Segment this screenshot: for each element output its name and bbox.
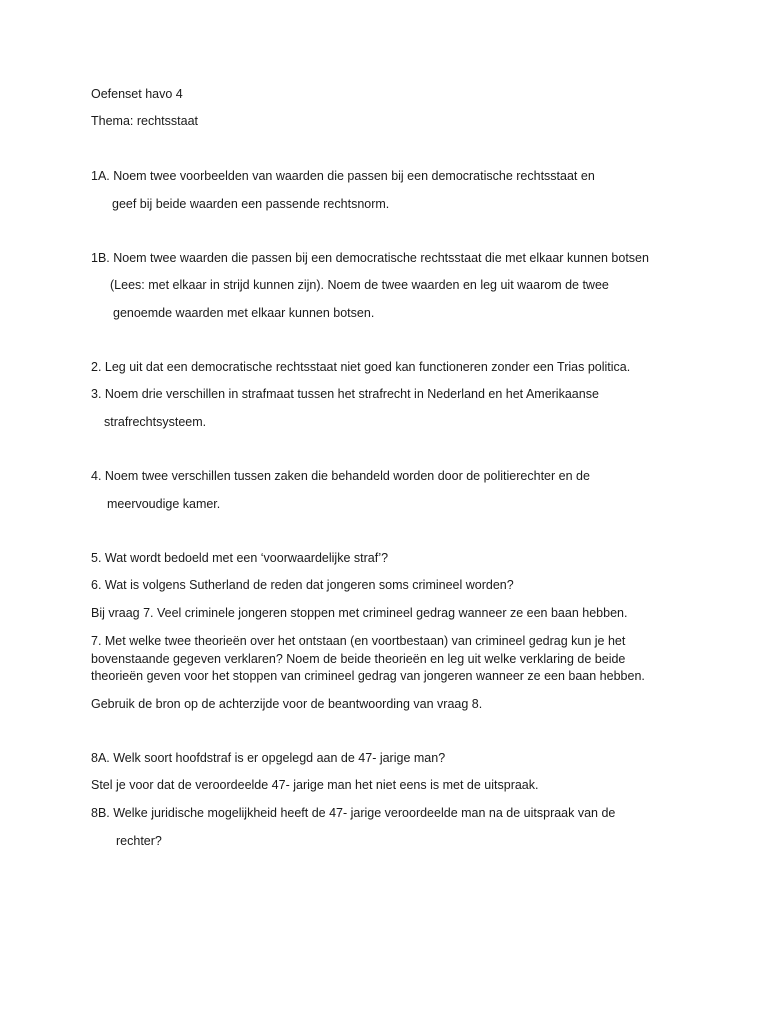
question-8b-line-2: rechter? bbox=[116, 834, 162, 848]
question-1b-line-1: 1B. Noem twee waarden die passen bij een democratische rechtsstaat die met elkaar kunnen botsen bbox=[91, 251, 649, 265]
question-7-line-1: 7. Met welke twee theorieën over het ontstaan (en voortbestaan) van crimineel gedrag kun je het bbox=[91, 634, 626, 648]
question-8-context: Stel je voor dat de veroordeelde 47- jarige man het niet eens is met de uitspraak. bbox=[91, 778, 539, 792]
question-1a-line-1: 1A. Noem twee voorbeelden van waarden die passen bij een democratische rechtsstaat en bbox=[91, 169, 595, 183]
document-theme: Thema: rechtsstaat bbox=[91, 114, 198, 128]
question-1a-line-2: geef bij beide waarden een passende rechtsnorm. bbox=[112, 197, 390, 211]
question-8a: 8A. Welk soort hoofdstraf is er opgelegd aan de 47- jarige man? bbox=[91, 751, 446, 765]
question-2: 2. Leg uit dat een democratische rechtsstaat niet goed kan functioneren zonder een Trias politica. bbox=[91, 360, 631, 374]
question-5: 5. Wat wordt bedoeld met een ‘voorwaardelijke straf’? bbox=[91, 551, 389, 565]
question-3-line-2: strafrechtsysteem. bbox=[104, 415, 207, 429]
question-7-intro: Bij vraag 7. Veel criminele jongeren stoppen met crimineel gedrag wanneer ze een baan hebben. bbox=[91, 606, 628, 620]
question-1b-line-2: (Lees: met elkaar in strijd kunnen zijn). Noem de twee waarden en leg uit waarom de twee bbox=[110, 278, 609, 292]
question-6: 6. Wat is volgens Sutherland de reden dat jongeren soms crimineel worden? bbox=[91, 578, 514, 592]
question-8b-line-1: 8B. Welke juridische mogelijkheid heeft de 47- jarige veroordeelde man na de uitspraak van de bbox=[91, 806, 616, 820]
question-7-line-3: theorieën geven voor het stoppen van crimineel gedrag van jongeren wanneer ze een baan hebben. bbox=[91, 669, 645, 683]
question-3-line-1: 3. Noem drie verschillen in strafmaat tussen het strafrecht in Nederland en het Amerikaanse bbox=[91, 387, 599, 401]
question-4-line-1: 4. Noem twee verschillen tussen zaken die behandeld worden door de politierechter en de bbox=[91, 469, 590, 483]
question-7-line-2: bovenstaande gegeven verklaren? Noem de beide theorieën en leg uit welke verklaring de beide bbox=[91, 652, 626, 666]
document-title: Oefenset havo 4 bbox=[91, 87, 183, 101]
question-1b-line-3: genoemde waarden met elkaar kunnen botsen. bbox=[113, 306, 375, 320]
question-8-intro: Gebruik de bron op de achterzijde voor de beantwoording van vraag 8. bbox=[91, 697, 483, 711]
question-4-line-2: meervoudige kamer. bbox=[107, 497, 221, 511]
